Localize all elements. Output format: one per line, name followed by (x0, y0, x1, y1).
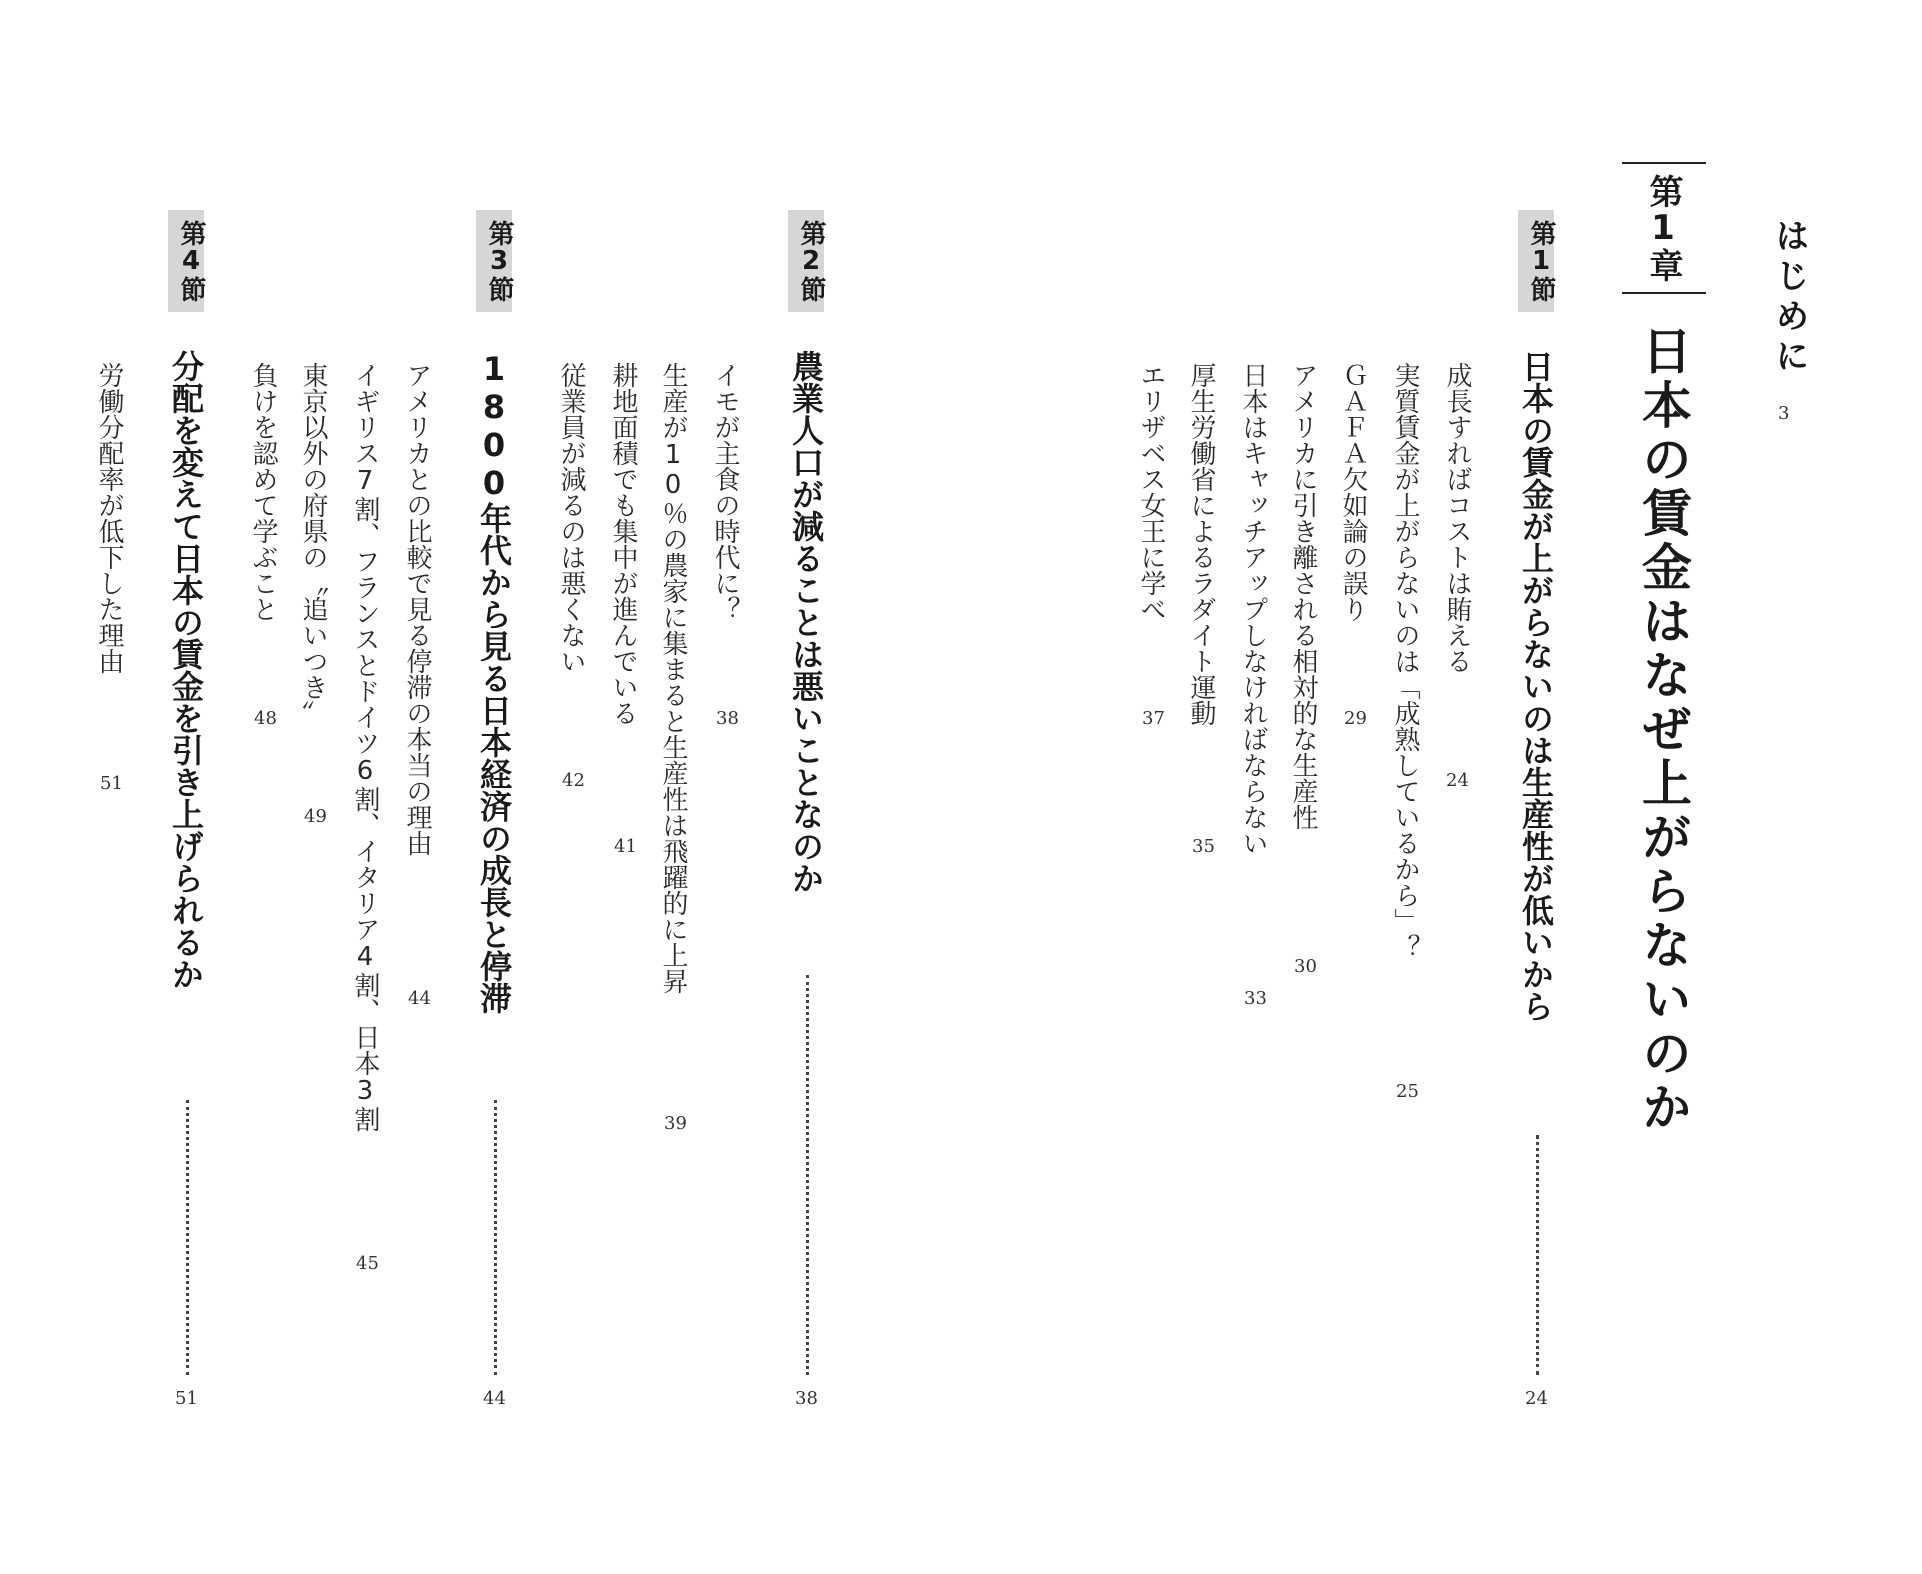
section-1-item[interactable]: 成長すればコストは賄える (1442, 362, 1472, 674)
section-4-page-number: 51 (175, 1388, 198, 1409)
section-3-item[interactable]: 東京以外の府県の〝追いつき〟 (298, 362, 328, 726)
section-3-page-number: 44 (483, 1388, 506, 1409)
section-1-item[interactable]: 厚生労働省によるラダイト運動 (1186, 362, 1216, 726)
section-2-item[interactable]: イモが主食の時代に？ (710, 362, 740, 622)
section-4-item-page: 51 (100, 773, 123, 794)
section-3-item[interactable]: イギリス7割、フランスとドイツ6割、イタリア4割、日本3割 (350, 362, 380, 1132)
section-1-item-page: 29 (1344, 708, 1367, 729)
section-2-item[interactable]: 従業員が減るのは悪くない (556, 362, 586, 674)
section-2-leader-dots (806, 975, 809, 1375)
section-3-item[interactable]: 負けを認めて学ぶこと (248, 362, 278, 622)
section-3-label: 第3節 (476, 210, 512, 312)
chapter-title[interactable]: 日本の賃金はなぜ上がらないのか (1634, 325, 1692, 1135)
section-3-title[interactable]: 1800年代から見る日本経済の成長と停滞 (475, 350, 513, 1014)
section-1-item[interactable]: エリザベス女王に学べ (1136, 362, 1166, 622)
intro-title[interactable]: はじめに (1769, 218, 1809, 378)
intro-page-number: 3 (1778, 403, 1790, 424)
section-2-item-page: 39 (664, 1113, 687, 1134)
section-1-item-page: 37 (1142, 708, 1165, 729)
section-2-item-page: 38 (716, 708, 739, 729)
section-1-item[interactable]: 日本はキャッチアップしなければならない (1238, 362, 1268, 856)
section-2-item-page: 41 (614, 836, 637, 857)
section-3-item[interactable]: アメリカとの比較で見る停滞の本当の理由 (402, 362, 432, 856)
section-4-item[interactable]: 労働分配率が低下した理由 (94, 362, 124, 674)
section-2-page-number: 38 (795, 1388, 818, 1409)
section-1-item-page: 24 (1446, 770, 1469, 791)
section-1-page-number: 24 (1525, 1388, 1548, 1409)
chapter-rule-bottom (1622, 292, 1706, 294)
section-2-item[interactable]: 耕地面積でも集中が進んでいる (608, 362, 638, 726)
section-3-item-page: 44 (408, 988, 431, 1009)
section-1-item[interactable]: アメリカに引き離される相対的な生産性 (1288, 362, 1318, 830)
chapter-label: 第1章 (1643, 174, 1683, 282)
section-3-item-page: 45 (356, 1253, 379, 1274)
section-1-leader-dots (1536, 1135, 1539, 1375)
section-1-item[interactable]: 実質賃金が上がらないのは「成熟しているから」？ (1390, 362, 1420, 960)
section-4-title[interactable]: 分配を変えて日本の賃金を引き上げられるか (167, 350, 205, 990)
section-4-leader-dots (186, 1100, 189, 1375)
section-1-item-page: 25 (1396, 1081, 1419, 1102)
section-1-item-page: 35 (1192, 836, 1215, 857)
section-1-title[interactable]: 日本の賃金が上がらないのは生産性が低いから (1517, 350, 1555, 1022)
chapter-rule-top (1622, 162, 1706, 164)
section-1-label: 第1節 (1518, 210, 1554, 312)
section-1-item[interactable]: ＧＡＦＡ欠如論の誤り (1338, 362, 1368, 622)
section-4-label: 第4節 (168, 210, 204, 312)
section-2-item-page: 42 (562, 770, 585, 791)
section-2-title[interactable]: 農業人口が減ることは悪いことなのか (787, 350, 825, 894)
section-2-label: 第2節 (788, 210, 824, 312)
section-1-item-page: 33 (1244, 988, 1267, 1009)
section-3-item-page: 48 (254, 708, 277, 729)
section-3-item-page: 49 (304, 806, 327, 827)
section-3-leader-dots (494, 1100, 497, 1375)
section-2-item[interactable]: 生産が10％の農家に集まると生産性は飛躍的に上昇 (658, 362, 688, 994)
section-1-item-page: 30 (1294, 956, 1317, 977)
